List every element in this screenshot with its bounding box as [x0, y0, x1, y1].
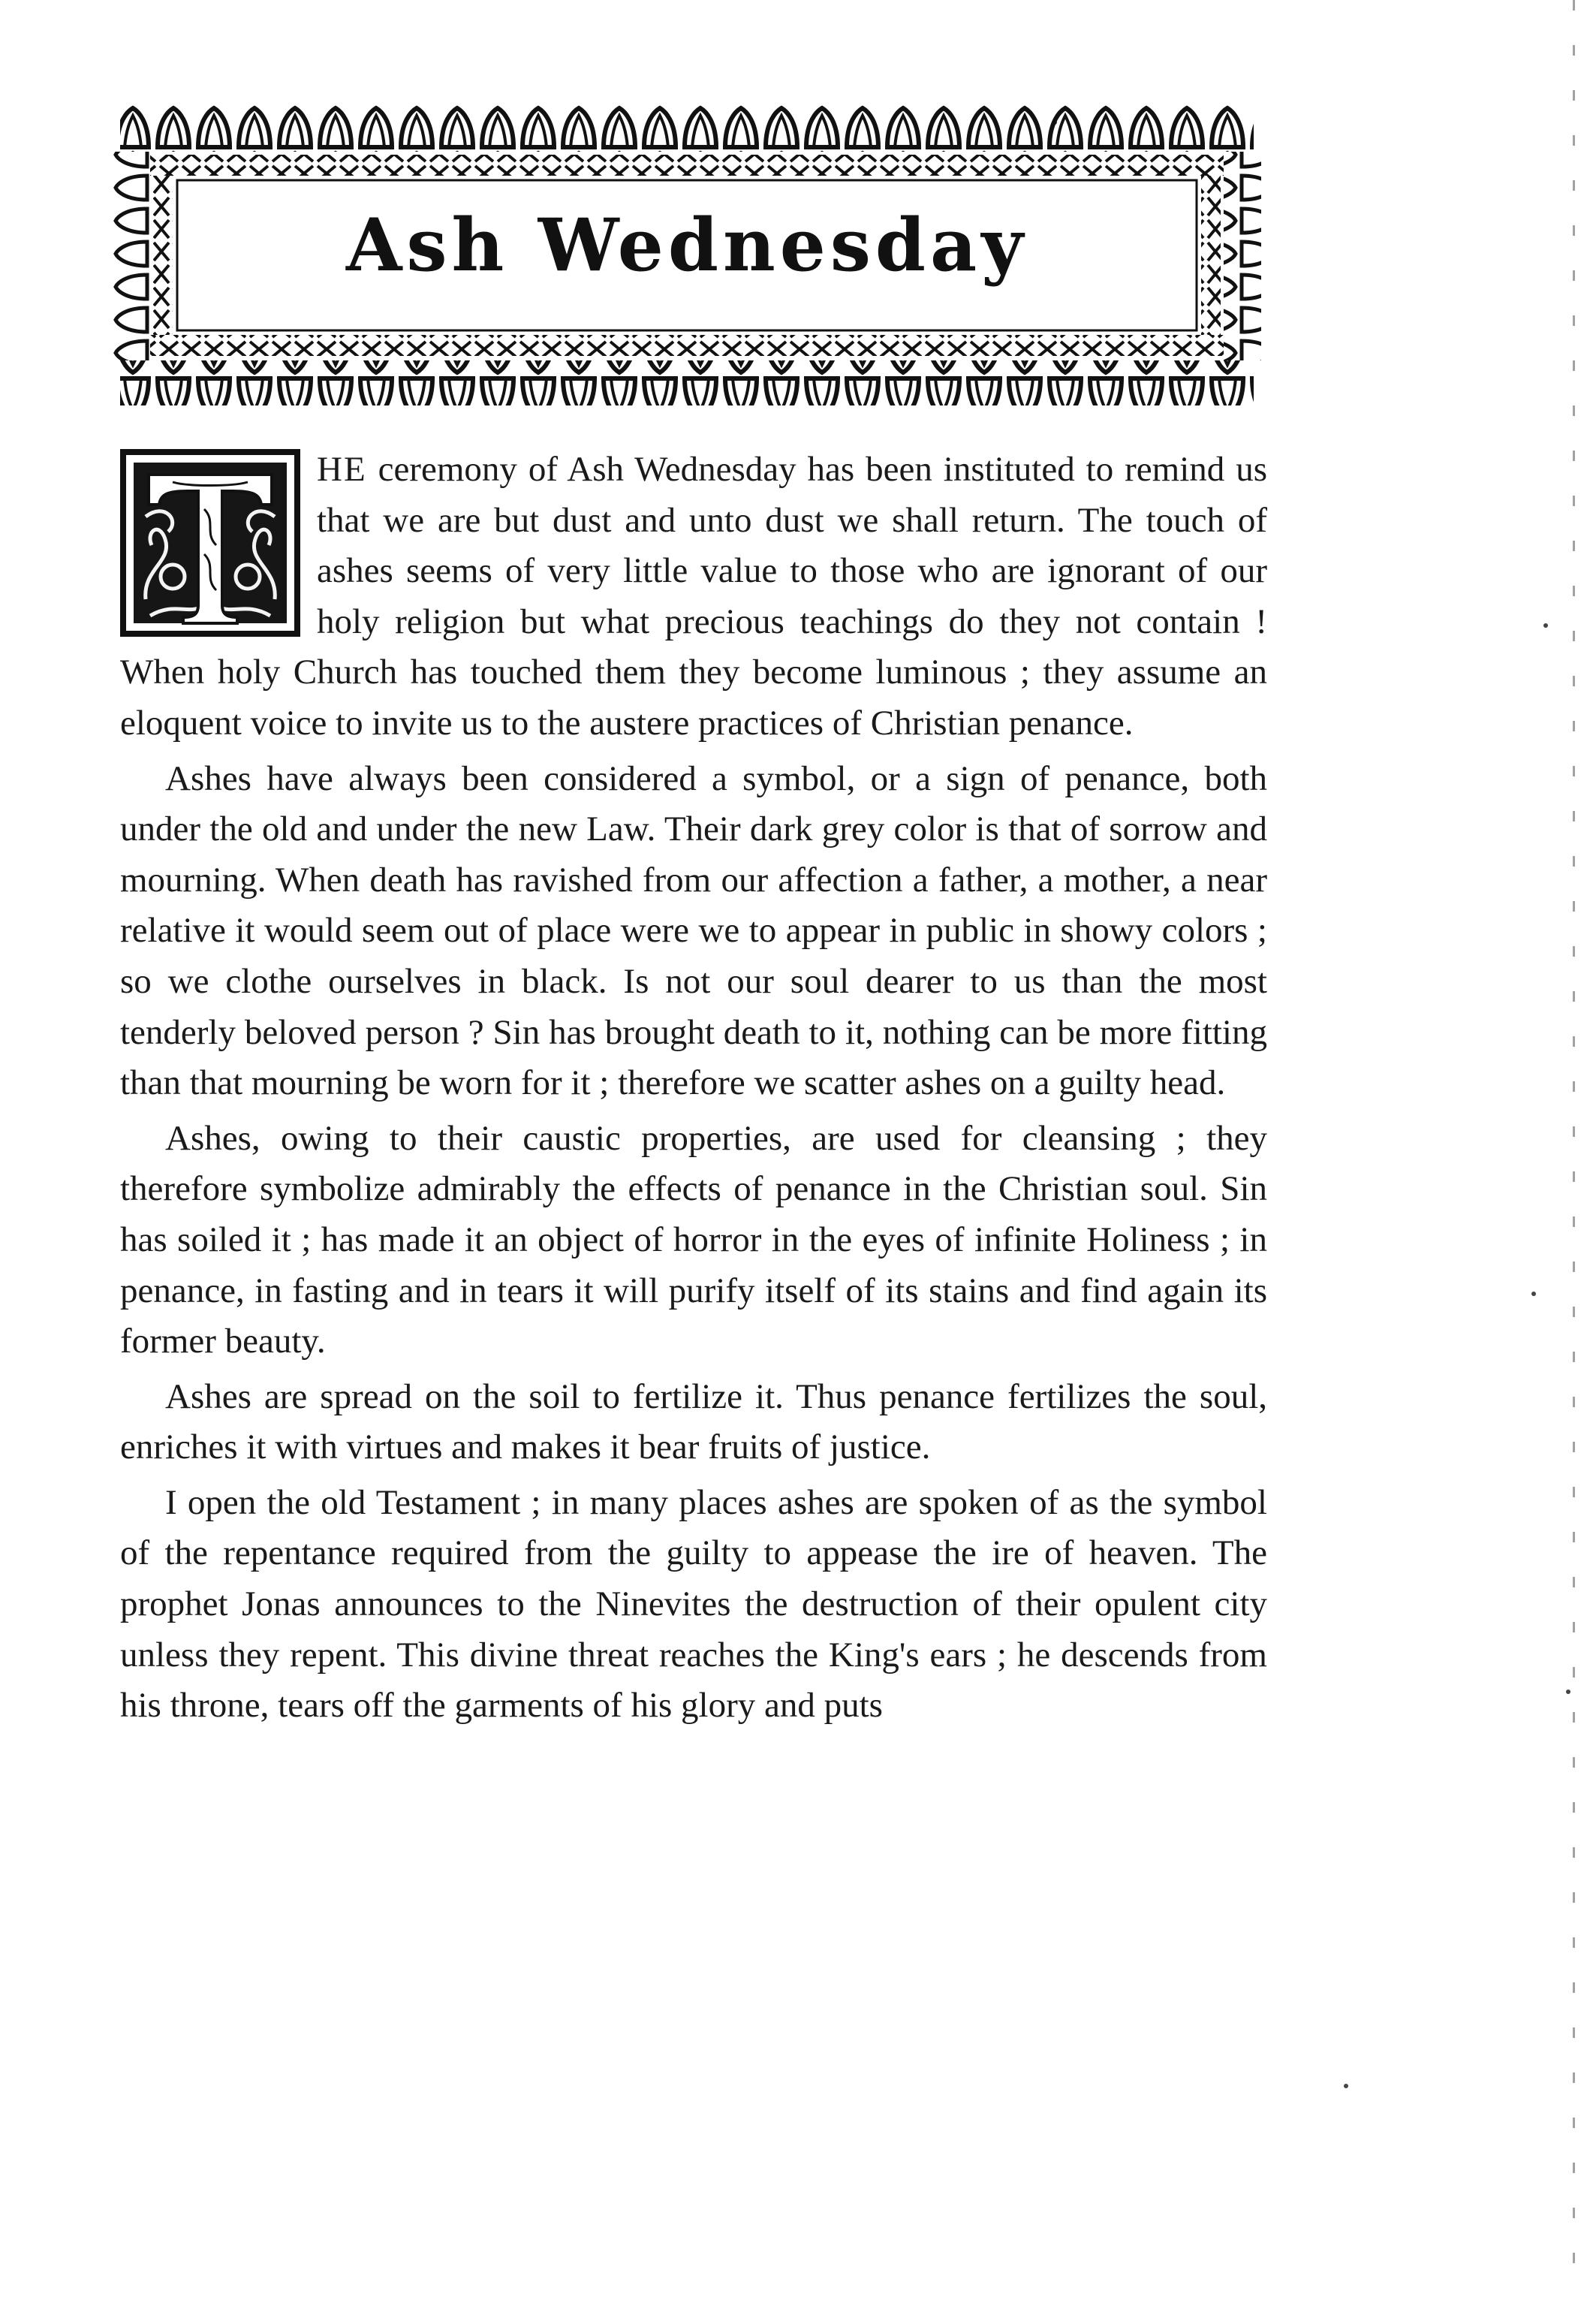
paragraph: Ashes are spread on the soil to fertilize it. Thus penance fertilizes the soul, enriches it with virtues and makes it bear fruits of justice. — [120, 1376, 1267, 1467]
paragraph: Ashes, owing to their caustic properties, are used for cleansing ; they therefore symbolize admirably the effects of penance in the Christian soul. Sin has soiled it ; has made it an object of horror in the eyes of infinite Holiness ; in penance, in fasting and in tears it will purify itself of its stains and find again its former beauty. — [120, 1118, 1267, 1361]
ornamental-header — [113, 105, 1261, 405]
scan-speck — [1531, 1292, 1536, 1296]
article-body — [120, 445, 1267, 1732]
page-title: Ash Wednesday — [346, 203, 1028, 288]
paragraph-text: ceremony of Ash Wednesday has been instituted to remind us that we are but dust and unto dust we shall return. The touch of ashes seems of very little value to those who are ignorant of our holy religion but what precious teachings do they not contain ! When holy Church has touched them they become luminous ; they assume an eloquent voice to invite us to the austere practices of Christian penance. — [120, 450, 1267, 743]
scan-speck — [1566, 1690, 1570, 1694]
scan-speck — [1543, 623, 1548, 628]
lead-in-text: HE — [317, 450, 367, 489]
paragraph: Ashes have always been considered a symbol, or a sign of penance, both under the old and under the new Law. Their dark grey color is that of sorrow and mourning. When death has ravished from our affection a father, a mother, a near relative it would seem out of place were we to appear in public in showy colors ; so we clothe ourselves in black. Is not our soul dearer to us than the most tenderly beloved person ? Sin has brought death to it, nothing can be more fitting than that mourning be worn for it ; therefore we scatter ashes on a guilty head. — [120, 758, 1267, 1103]
scan-edge-artifact — [1573, 0, 1575, 2297]
scan-speck — [1344, 2084, 1348, 2088]
paragraph: I open the old Testament ; in many places ashes are spoken of as the symbol of the repentance required from the guilty to appease the ire of heaven. The prophet Jonas announces to the Ninevites the destruction of their opulent city unless they repent. This divine threat reaches the King's ears ; he descends from his throne, tears off the garments of his glory and puts — [120, 1482, 1267, 1726]
paragraph — [120, 445, 1267, 749]
drop-cap-space — [120, 445, 317, 646]
